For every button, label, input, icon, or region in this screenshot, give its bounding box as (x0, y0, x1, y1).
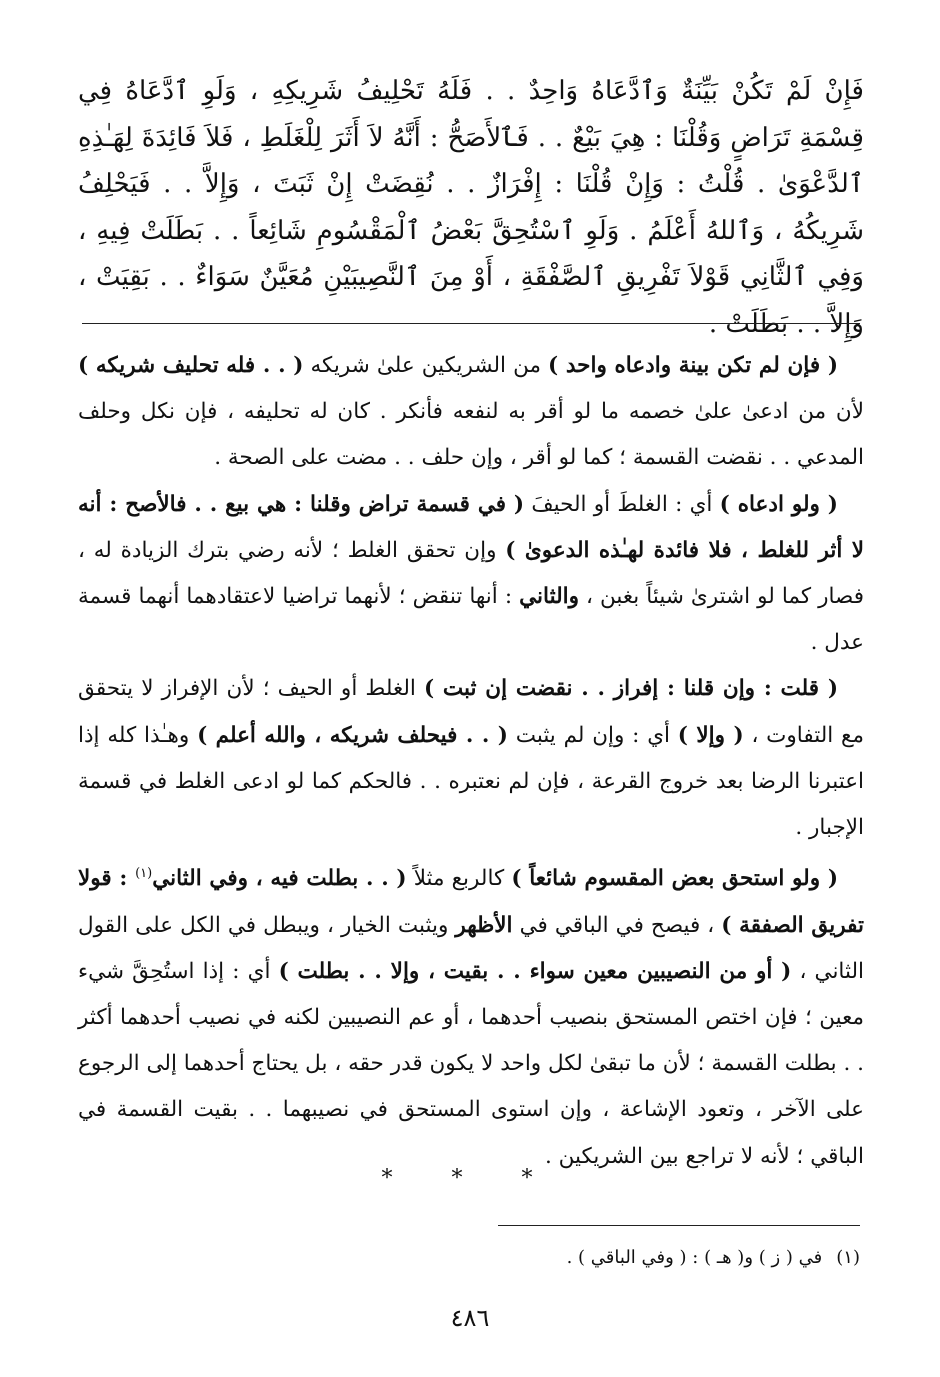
footnote-number: (١) (836, 1247, 860, 1268)
quoted-matn: ( فإن لم تكن بينة وادعاه واحد ) (548, 353, 838, 378)
quoted-matn: ( قلت : وإن قلنا : إفراز . . نقضت إن ثبت ) (423, 676, 838, 702)
commentary-text: أي : الغلطَ أو الحيفَ (524, 491, 720, 517)
sharh-paragraph-4 (78, 851, 864, 1180)
commentary-text: لأن من ادعىٰ علىٰ خصمه ما لو أقر به لنفعه فأنكر . كان له تحليفه ، فإن نكل وحلف المدعي . . نقضت القسمة ؛ كما لو أقر ، وإن حلف . . مضت على الصحة . (78, 399, 864, 471)
sharh-text-block (78, 343, 864, 1180)
commentary-text: : أنها تنقض ؛ لأنهما تراضيا لاعتقادهما أنهما قسمة عدل . (78, 584, 864, 656)
quoted-matn: ( ولو ادعاه ) (719, 491, 838, 517)
quoted-matn: ( . . فيحلف شريكه ، والله أعلم ) (197, 722, 508, 748)
quoted-matn: ( . . فله تحليف شريكه ) (78, 353, 304, 378)
commentary-text: وهـٰذا كله إذا اعتبرنا الرضا بعد خروج القرعة ، فإن لم نعتبره . . فالحكم كما لو ادعى الغلط في قسمة الإجبار . (78, 722, 864, 841)
commentary-text: أي : إذا استُحِقَّ شيء معين ؛ فإن اختص المستحق بنصيب أحدهما ، أو عم النصيبين لكنه في نصيب أحدهما أكثر . . بطلت القسمة ؛ لأن ما تبقىٰ لكل واحد لا يكون قدر حقه ، بل يحتاج أحدهما إلى الرجوع على الآخر ، وتعود الإشاعة ، وإن استوى المستحق في نصيبهما . . بقيت القسمة في الباقي ؛ لأنه لا تراجع بين الشريكين . (78, 958, 864, 1169)
commentary-text: وإن تحقق الغلط ؛ لأنه رضي بترك الزيادة له ، فصار كما لو اشترىٰ شيئاً بغبن ، (78, 537, 864, 610)
matn-text-block (78, 68, 864, 347)
quoted-matn: ( في قسمة تراض وقلنا : هي بيع . . فالأصح : أنه لا أثر للغلط ، فلا فائدة لهـٰذه الدعوىٰ ) (78, 491, 865, 563)
matn-separator-line (82, 323, 860, 324)
sharh-paragraph-1 (78, 343, 864, 482)
sharh-paragraph-3 (78, 666, 864, 851)
quoted-matn: ( أو من النصيبين معين سواء . . بقيت ، وإلا . . بطلت ) (278, 958, 792, 984)
footnote-text: في ( ز ) و( هـ ) : ( وفي الباقي ) . (566, 1247, 823, 1268)
section-end-stars: * * * (381, 1166, 559, 1191)
commentary-text: أي : وإن لم يثبت (507, 722, 678, 748)
emphasized-term: والثاني (519, 584, 579, 610)
footnote-marker: (١) (135, 866, 153, 882)
quoted-matn: : قولا تفريق الصفقة ) (78, 866, 864, 938)
commentary-text: ويثبت الخيار ، ويبطل في الكل على القول الثاني ، (78, 912, 864, 984)
quoted-matn: ( وإلا ) (677, 722, 744, 748)
commentary-text: الغلط أو الحيف ؛ لأن الإفراز لا يتحقق مع التفاوت ، (78, 676, 864, 748)
commentary-text: من الشريكين علىٰ شريكه (303, 353, 549, 378)
footnote (80, 1244, 860, 1272)
commentary-text: كالربع مثلاً (406, 866, 512, 892)
quoted-matn: ( . . بطلت فيه ، وفي الثاني (152, 866, 407, 892)
matn-paragraph: فَإِنْ لَمْ تَكُنْ بَيِّنَةٌ وَٱدَّعَاهُ وَاحِدٌ . . فَلَهُ تَحْلِيفُ شَرِيكِهِ ، وَلَوِ ٱدَّعَاهُ فِي قِسْمَةِ تَرَاضٍ وَقُلْنَا : هِيَ بَيْعٌ . . فَٱلأَصَحُّ : أَنَّهُ لاَ أَثَرَ لِلْغَلَطِ ، فَلاَ فَائِدَةَ لِهَـٰذِهِ ٱلدَّعْوَىٰ . قُلْتُ : وَإِنْ قُلْنَا : إِفْرَازٌ . . نُقِضَتْ إِنْ ثَبَتَ ، وَإِلاَّ . . فَيَحْلِفُ شَرِيكُهُ ، وَٱللهُ أَعْلَمُ . وَلَوِ ٱسْتُحِقَّ بَعْضُ ٱلْمَقْسُومِ شَائِعاً . . بَطَلَتْ فِيهِ ، وَفِي ٱلثَّانِي قَوْلاَ تَفْرِيقِ ٱلصَّفْقَةِ ، أَوْ مِنَ ٱلنَّصِيبَيْنِ مُعَيَّنٌ سَوَاءٌ . . بَقِيَتْ ، وَإِلاَّ . . بَطَلَتْ . (78, 76, 864, 339)
quoted-matn: ( ولو استحق بعض المقسوم شائعاً ) (511, 866, 838, 892)
commentary-text: ، فيصح في الباقي في (512, 912, 722, 938)
emphasized-term: الأظهر (455, 912, 513, 938)
sharh-paragraph-2 (78, 482, 864, 667)
footnote-separator-line (498, 1225, 860, 1226)
page-number: ٤٨٦ (450, 1304, 490, 1332)
